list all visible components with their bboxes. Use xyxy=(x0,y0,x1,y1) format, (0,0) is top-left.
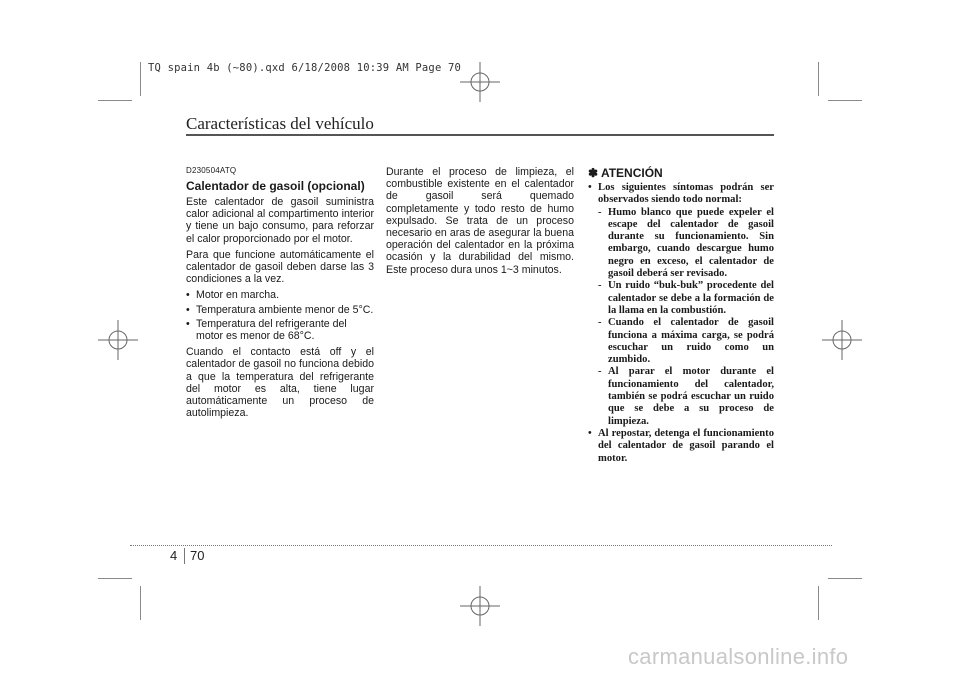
paragraph: Para que funcione automáticamente el calentador de gasoil deben darse las 3 condiciones a la vez. xyxy=(186,248,374,286)
caution-subitem: - Cuando el calentador de gasoil funciona a máxima carga, se podrá escuchar un ruido como un zumbido. xyxy=(598,317,774,366)
paragraph: Cuando el contacto está off y el calentador de gasoil no funciona debido a que la temperatura del refrigerante del motor es alta, tiene lugar automáticamente un proceso de autolimpieza. xyxy=(186,346,374,420)
conditions-list xyxy=(186,289,374,342)
list-item: • Temperatura del refrigerante del motor es menor de 68°C. xyxy=(186,318,374,342)
caution-item: • Los siguientes síntomas podrán ser observados siendo todo normal: xyxy=(588,182,774,206)
subsection-title: Calentador de gasoil (opcional) xyxy=(186,179,365,193)
paragraph: Durante el proceso de limpieza, el combustible existente en el calentador de gasoil será quemado completamente y todo resto de humo expulsado. Se trata de un proceso necesario en aras de asegurar la buena operación del calentador en la próxima ocasión y la durabilidad del mismo. Este proceso dura unos 1~3 minutos. xyxy=(386,166,574,276)
page-number: 70 xyxy=(190,548,205,563)
crop-mark-top-left-h xyxy=(98,100,132,101)
list-item: • Motor en marcha. xyxy=(186,289,374,301)
caution-subitem: - Al parar el motor durante el funcionamiento del calentador, también se podrá escuchar un ruido que se debe a su proceso de limpieza. xyxy=(598,366,774,427)
chapter-number: 4 xyxy=(170,548,178,563)
registration-crosshair-top-icon xyxy=(460,62,500,102)
print-slug: TQ spain 4b (~80).qxd 6/18/2008 10:39 AM Page 70 xyxy=(148,62,462,74)
crop-mark-bottom-right-v xyxy=(818,586,819,620)
crop-mark-top-right-h xyxy=(828,100,862,101)
section-title: Características del vehículo xyxy=(186,114,374,133)
crop-mark-bottom-left-v xyxy=(140,586,141,620)
registration-crosshair-left-icon xyxy=(98,320,138,360)
caution-item: • Al repostar, detenga el funcionamiento del calentador de gasoil parando el motor. xyxy=(588,427,774,464)
registration-crosshair-bottom-icon xyxy=(460,586,500,626)
section-code: D230504ATQ xyxy=(186,166,237,175)
caution-subitem: - Humo blanco que puede expeler el escape del calentador de gasoil durante su funcionamiento. Sin embargo, cuando descargue humo negro en exceso, el calentador de gasoil deberá ser revisado. xyxy=(598,206,774,280)
caution-subitem: - Un ruido “buk-buk” procedente del calentador se debe a la formación de la llama en la combustión. xyxy=(598,280,774,316)
page-number-separator xyxy=(184,548,185,564)
registration-crosshair-right-icon xyxy=(822,320,862,360)
crop-mark-bottom-right-h xyxy=(828,578,862,579)
crop-mark-bottom-left-h xyxy=(98,578,132,579)
crop-mark-top-right-v xyxy=(818,62,819,96)
list-item: • Temperatura ambiente menor de 5°C. xyxy=(186,304,374,316)
header-rule xyxy=(186,134,774,136)
crop-mark-top-left-v xyxy=(140,62,141,96)
column-1 xyxy=(186,166,374,423)
watermark: carmanualsonline.info xyxy=(628,644,849,669)
paragraph: Este calentador de gasoil suministra calor adicional al compartimento interior y tiene un bajo consumo, para reforzar el calor proporcionado por el motor. xyxy=(186,196,374,245)
caution-title: ✽ ATENCIÓN xyxy=(588,166,663,180)
column-2 xyxy=(386,166,574,280)
footer-rule xyxy=(130,545,832,546)
caution-block xyxy=(588,166,774,465)
